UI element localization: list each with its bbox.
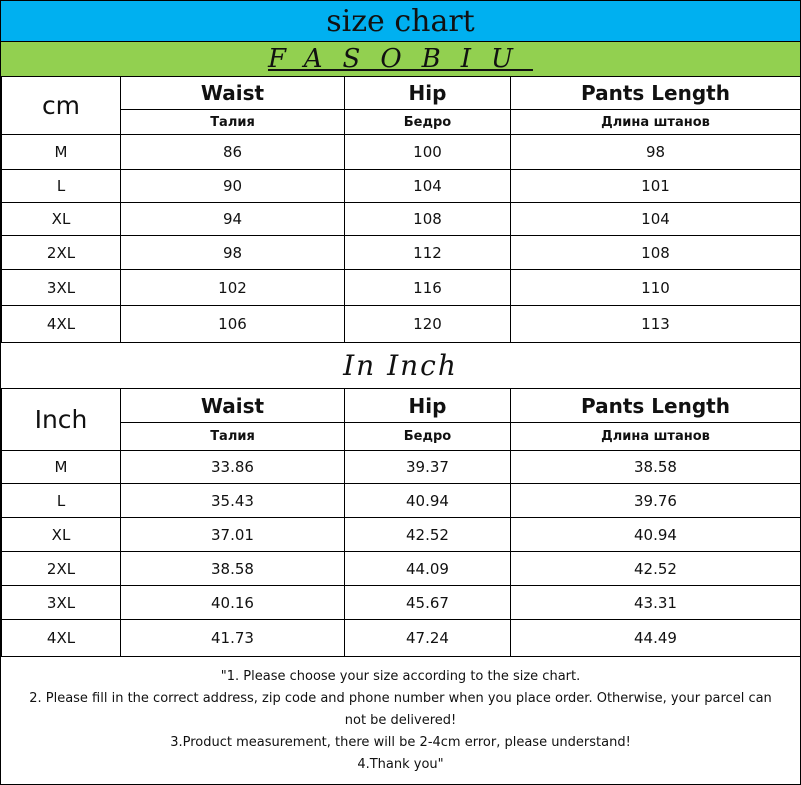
table-row [2, 306, 801, 343]
header-hip: Hip [345, 389, 511, 423]
hip-cell: 112 [345, 236, 511, 270]
hip-cell: 44.09 [345, 552, 511, 586]
length-cell: 42.52 [511, 552, 801, 586]
waist-cell: 38.58 [121, 552, 345, 586]
length-cell: 40.94 [511, 518, 801, 552]
header-pants-length-ru: Длина штанов [511, 110, 801, 135]
hip-cell: 100 [345, 135, 511, 170]
length-cell: 44.49 [511, 620, 801, 657]
length-cell: 104 [511, 203, 801, 236]
header-pants-length-ru: Длина штанов [511, 423, 801, 451]
waist-cell: 86 [121, 135, 345, 170]
size-cell: 4XL [2, 306, 121, 343]
length-cell: 38.58 [511, 451, 801, 484]
table-row [2, 620, 801, 657]
hip-cell: 116 [345, 270, 511, 306]
waist-cell: 102 [121, 270, 345, 306]
waist-cell: 35.43 [121, 484, 345, 518]
table-row [2, 236, 801, 270]
size-cell: 3XL [2, 270, 121, 306]
inch-table [1, 388, 801, 657]
hip-cell: 39.37 [345, 451, 511, 484]
table-row [2, 270, 801, 306]
size-cell: L [2, 484, 121, 518]
size-cell: 2XL [2, 236, 121, 270]
length-cell: 108 [511, 236, 801, 270]
note-line: 4.Thank you" [357, 757, 444, 772]
inch-section-title: In Inch [1, 343, 800, 389]
header-hip-ru: Бедро [345, 110, 511, 135]
unit-label-inch: Inch [2, 389, 121, 451]
size-cell: 4XL [2, 620, 121, 657]
size-cell: 3XL [2, 586, 121, 620]
hip-cell: 45.67 [345, 586, 511, 620]
length-cell: 43.31 [511, 586, 801, 620]
header-waist-ru: Талия [121, 423, 345, 451]
waist-cell: 106 [121, 306, 345, 343]
waist-cell: 90 [121, 170, 345, 203]
hip-cell: 42.52 [345, 518, 511, 552]
header-hip-ru: Бедро [345, 423, 511, 451]
size-cell: 2XL [2, 552, 121, 586]
waist-cell: 98 [121, 236, 345, 270]
table-row [2, 552, 801, 586]
hip-cell: 108 [345, 203, 511, 236]
note-line: "1. Please choose your size according to the size chart. [220, 669, 581, 684]
waist-cell: 33.86 [121, 451, 345, 484]
waist-cell: 40.16 [121, 586, 345, 620]
chart-title: size chart [1, 1, 800, 42]
table-row [2, 518, 801, 552]
length-cell: 39.76 [511, 484, 801, 518]
hip-cell: 40.94 [345, 484, 511, 518]
table-row [2, 586, 801, 620]
note-line: 3.Product measurement, there will be 2-4cm error, please understand! [170, 735, 631, 750]
size-cell: XL [2, 203, 121, 236]
hip-cell: 104 [345, 170, 511, 203]
size-cell: M [2, 451, 121, 484]
length-cell: 101 [511, 170, 801, 203]
header-waist: Waist [121, 389, 345, 423]
size-cell: L [2, 170, 121, 203]
table-row [2, 203, 801, 236]
header-hip: Hip [345, 77, 511, 110]
brand-name: FASOBIU [1, 42, 800, 77]
header-waist-ru: Талия [121, 110, 345, 135]
waist-cell: 37.01 [121, 518, 345, 552]
unit-label-cm: cm [2, 77, 121, 135]
table-row [2, 135, 801, 170]
waist-cell: 41.73 [121, 620, 345, 657]
size-cell: XL [2, 518, 121, 552]
notes [1, 657, 800, 785]
table-row [2, 451, 801, 484]
header-pants-length: Pants Length [511, 77, 801, 110]
table-row [2, 484, 801, 518]
length-cell: 110 [511, 270, 801, 306]
length-cell: 113 [511, 306, 801, 343]
hip-cell: 120 [345, 306, 511, 343]
length-cell: 98 [511, 135, 801, 170]
cm-table [1, 76, 801, 343]
header-pants-length: Pants Length [511, 389, 801, 423]
size-cell: M [2, 135, 121, 170]
header-waist: Waist [121, 77, 345, 110]
table-row [2, 170, 801, 203]
hip-cell: 47.24 [345, 620, 511, 657]
note-line: 2. Please fill in the correct address, zip code and phone number when you place order. Otherwise, your parcel can not be delivered! [29, 691, 772, 728]
waist-cell: 94 [121, 203, 345, 236]
